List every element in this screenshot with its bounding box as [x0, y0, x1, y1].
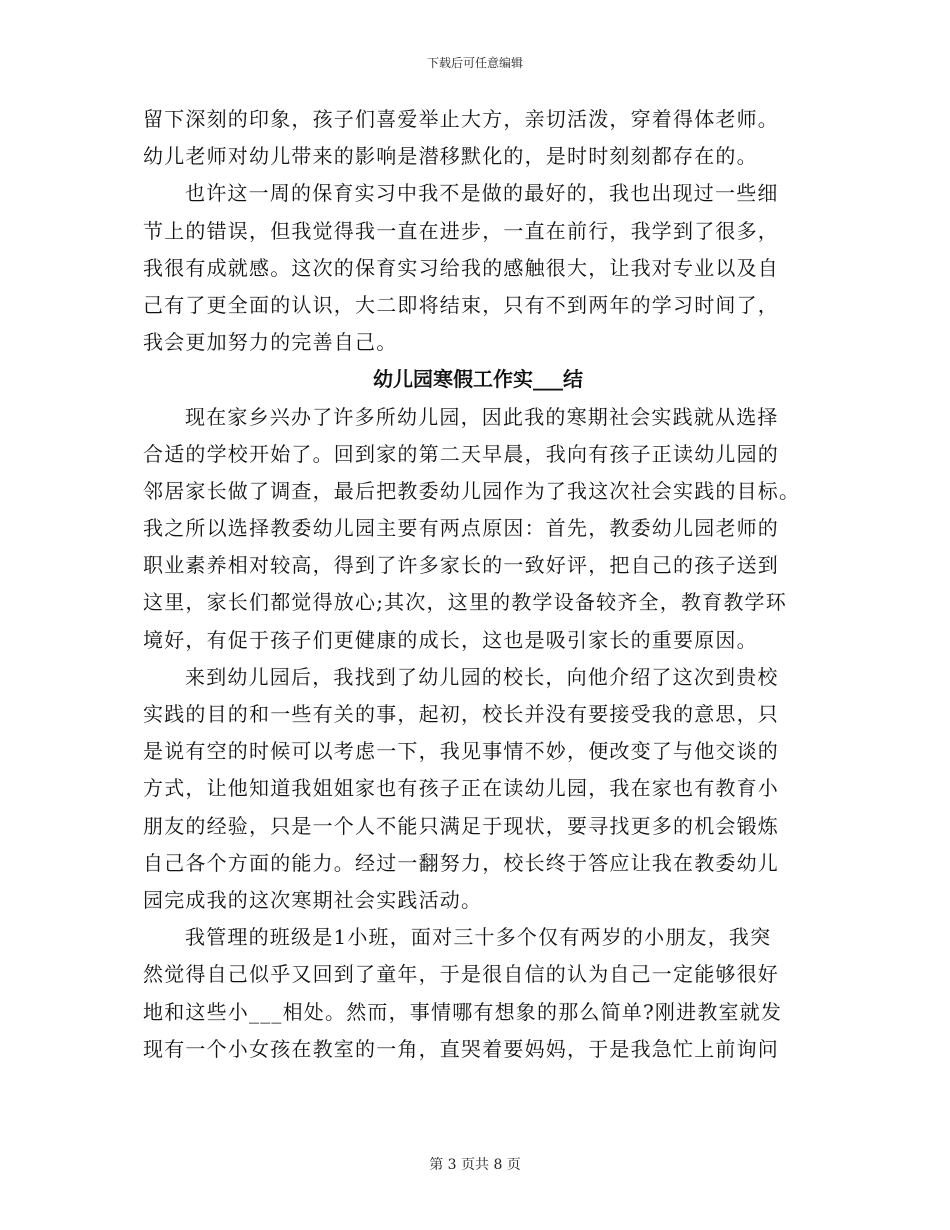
paragraph-start: 也许这一周的保育实习中我不是做的最好的，我也出现过一些细 [185, 181, 779, 206]
text-line: 这里，家长们都觉得放心;其次，这里的教学设备较齐全，教育教学环 [143, 590, 787, 615]
text-line: 幼儿老师对幼儿带来的影响是潜移默化的，是时时刻刻都存在的。 [143, 144, 758, 169]
text-line: 节上的错误，但我觉得我一直在进步，一直在前行，我学到了很多， [143, 218, 779, 243]
text-line: 地和这些小___相处。然而，事情哪有想象的那么简单?刚进教室就发 [143, 999, 783, 1024]
text-line: 然觉得自己似乎又回到了童年，于是很自信的认为自己一定能够很好 [143, 962, 779, 987]
text-line: 留下深刻的印象，孩子们喜爱举止大方，亲切活泼，穿着得体老师。 [143, 107, 779, 131]
paragraph-start: 现在家乡兴办了许多所幼儿园，因此我的寒期社会实践就从选择 [185, 404, 779, 429]
page-header: 下载后可任意编辑 [426, 56, 523, 70]
text-line: 己有了更全面的认识，大二即将结束，只有不到两年的学习时间了， [143, 292, 779, 317]
text-line: 我会更加努力的完善自己。 [143, 330, 398, 355]
text-line: 境好，有促于孩子们更健康的成长，这也是吸引家长的重要原因。 [143, 627, 758, 652]
text-line: 园完成我的这次寒期社会实践活动。 [143, 887, 483, 912]
text-line: 方式，让他知道我姐姐家也有孩子正在读幼儿园，我在家也有教育小 [143, 776, 779, 801]
text-line: 现有一个小女孩在教室的一角，直哭着要妈妈，于是我急忙上前询问 [143, 1036, 779, 1061]
text-line: 朋友的经验，只是一个人不能只满足于现状，要寻找更多的机会锻炼 [143, 813, 779, 838]
page-footer: 第 3 页共 8 页 [429, 1157, 521, 1173]
document-body [143, 101, 813, 1068]
section-title: 幼儿园寒假工作实___结 [373, 367, 583, 392]
text-line: 自己各个方面的能力。经过一翻努力，校长终于答应让我在教委幼儿 [143, 850, 779, 875]
text-line: 是说有空的时候可以考虑一下，我见事情不妙，便改变了与他交谈的 [143, 739, 779, 764]
text-line: 实践的目的和一些有关的事，起初，校长并没有要接受我的意思，只 [143, 702, 779, 726]
paragraph-start: 来到幼儿园后，我找到了幼儿园的校长，向他介绍了这次到贵校 [185, 664, 779, 689]
text-line: 邻居家长做了调查，最后把教委幼儿园作为了我这次社会实践的目标。 [143, 478, 801, 503]
paragraph-start: 我管理的班级是1小班，面对三十多个仅有两岁的小朋友，我突 [185, 925, 772, 950]
text-line: 合适的学校开始了。回到家的第二天早晨，我向有孩子正读幼儿园的 [143, 441, 779, 466]
text-line: 我很有成就感。这次的保育实习给我的感触很大，让我对专业以及自 [143, 255, 779, 280]
text-line: 职业素养相对较高，得到了许多家长的一致好评，把自己的孩子送到 [143, 553, 779, 578]
text-line: 我之所以选择教委幼儿园主要有两点原因：首先，教委幼儿园老师的 [143, 516, 779, 541]
